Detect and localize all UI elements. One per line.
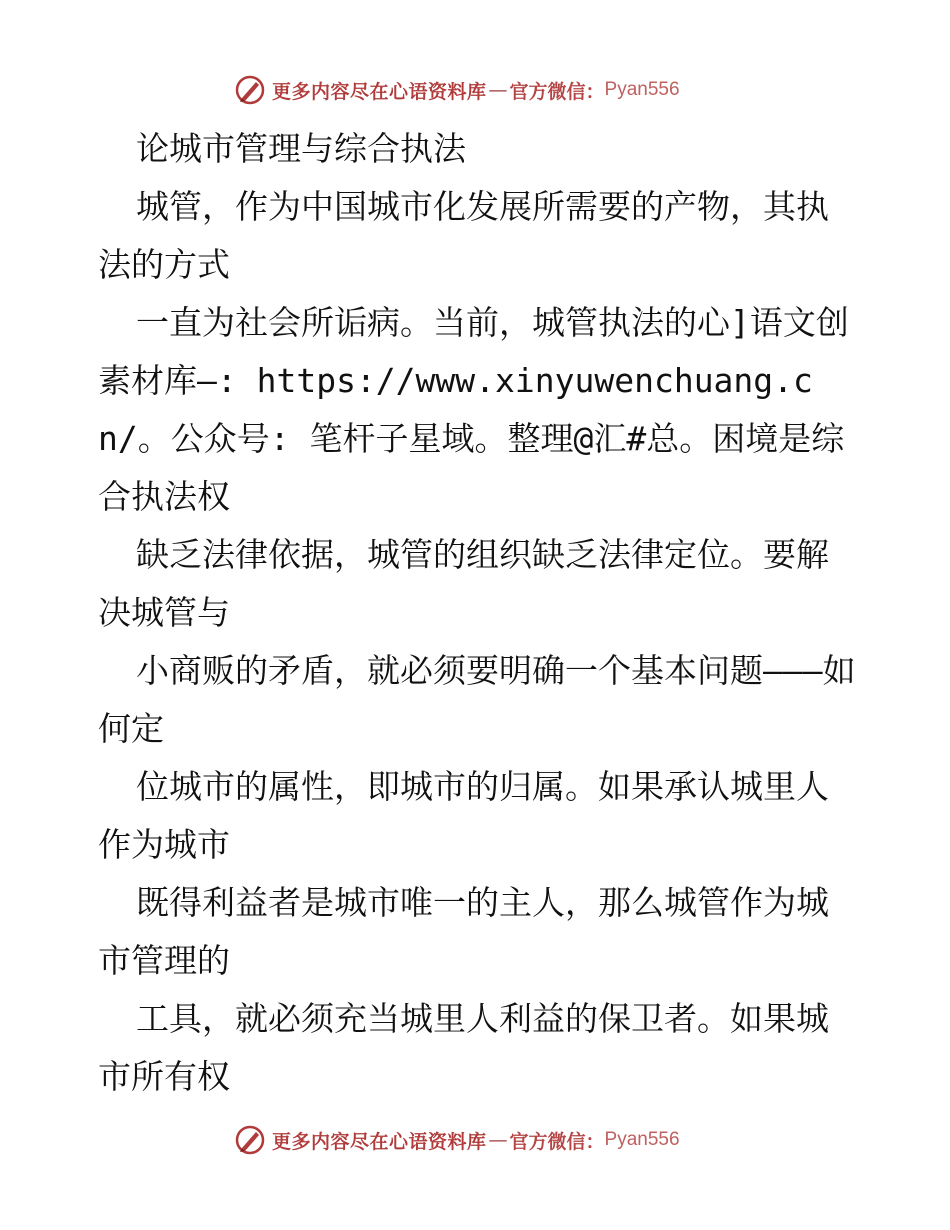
paragraph: 一直为社会所诟病。当前，城管执法的心]语文创素材库—: https://www.xinyuwenchuang.cn/。公众号: 笔杆子星域。整理@汇#总。困境是综合执法权 <box>98 303 849 516</box>
paragraph: 位城市的属性，即城市的归属。如果承认城里人作为城市 <box>98 767 829 864</box>
watermark-contact-id: Pyan556 <box>604 1129 680 1150</box>
paragraph: 城管，作为中国城市化发展所需要的产物，其执法的方式 <box>98 187 829 284</box>
document-body <box>98 120 858 1106</box>
watermark-banner-bottom <box>234 1122 680 1158</box>
watermark-banner-top <box>234 72 680 108</box>
paragraph: 小商贩的矛盾，就必须要明确一个基本问题———如何定 <box>98 651 856 748</box>
document-title: 论城市管理与综合执法 <box>136 129 466 168</box>
watermark-separator: — <box>488 1129 508 1151</box>
paragraph: 工具，就必须充当城里人利益的保卫者。如果城市所有权 <box>98 999 829 1096</box>
watermark-contact-label: 官方微信： <box>509 80 605 103</box>
paragraph: 既得利益者是城市唯一的主人，那么城管作为城市管理的 <box>98 883 829 980</box>
watermark-contact-label: 官方微信： <box>509 1130 605 1153</box>
watermark-text: 更多内容尽在心语资料库 <box>272 80 487 103</box>
pen-logo-icon <box>234 74 266 106</box>
watermark-separator: — <box>488 79 508 101</box>
pen-logo-icon <box>234 1124 266 1156</box>
paragraph: 缺乏法律依据，城管的组织缺乏法律定位。要解决城管与 <box>98 535 829 632</box>
watermark-text: 更多内容尽在心语资料库 <box>272 1130 487 1153</box>
watermark-contact-id: Pyan556 <box>604 79 680 100</box>
